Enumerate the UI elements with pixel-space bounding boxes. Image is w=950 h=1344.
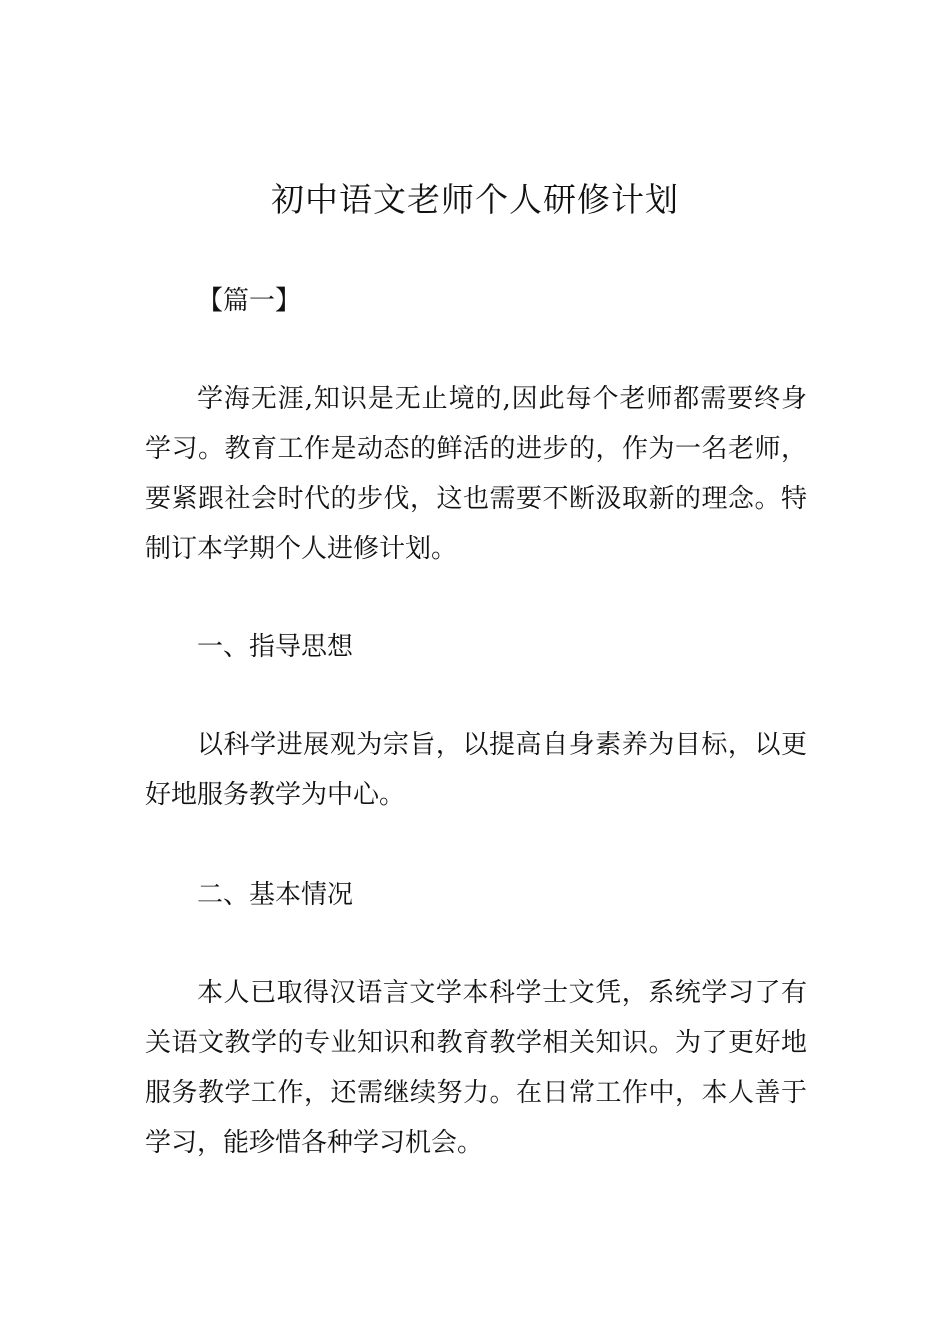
section-heading-basic-situation: 二、基本情况 (197, 880, 354, 910)
section-heading-guiding-thought: 一、指导思想 (197, 632, 354, 662)
section-marker: 【篇一】 (197, 286, 302, 316)
basic-situation-paragraph: 本人已取得汉语言文学本科学士文凭，系统学习了有关语文教学的专业知识和教育教学相关知识。为了更好地服务教学工作，还需继续努力。在日常工作中，本人善于学习，能珍惜各种学习机会。 (145, 978, 807, 1158)
intro-paragraph: 学海无涯,知识是无止境的,因此每个老师都需要终身学习。教育工作是动态的鲜活的进步的，作为一名老师，要紧跟社会时代的步伐，这也需要不断汲取新的理念。特制订本学期个人进修计划。 (145, 384, 807, 564)
guiding-thought-paragraph: 以科学进展观为宗旨，以提高自身素养为目标，以更好地服务教学为中心。 (145, 730, 807, 810)
document-title: 初中语文老师个人研修计划 (271, 180, 679, 219)
